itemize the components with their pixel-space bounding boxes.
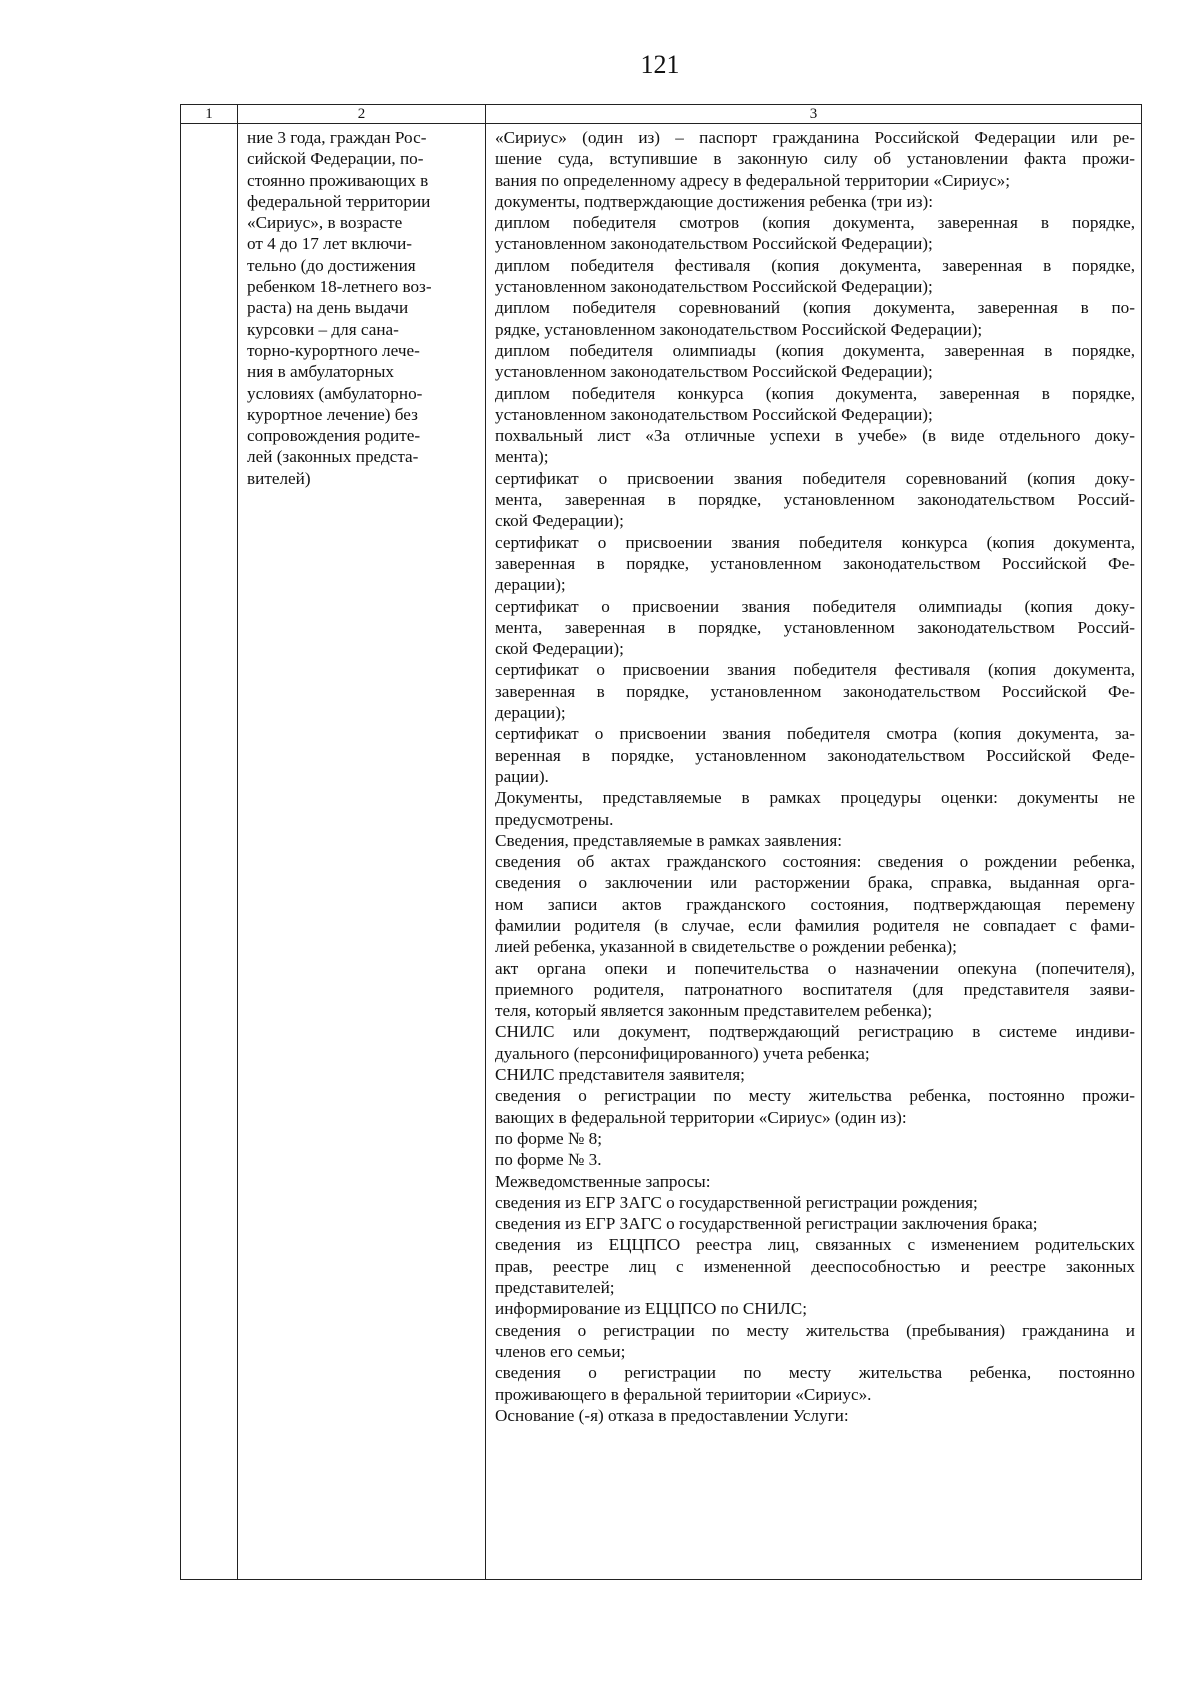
category-description: ние 3 года, граждан Рос- сийской Федерации, по- стоянно проживающих в федеральной территории «Сириус», в возрасте от 4 до 17 лет включи- тельно (до достижения ребенком 18-летнего воз- раста) на день выдачи курсовки – для сана- торно-курортного лече- ния в амбулаторных условиях (амбулаторно- курортное лечение) без сопровождения родите- лей (законных предста- вителей) <box>247 128 432 488</box>
document-line: по форме № 8; <box>495 1128 603 1148</box>
document-line: Основание (-я) отказа в предоставлении Услуги: <box>495 1405 849 1425</box>
document-line: мента, заверенная в порядке, установленном законодательством Россий- <box>495 490 1135 510</box>
document-line: установленном законодательством Российской Федерации); <box>495 234 933 254</box>
document-line: установленном законодательством Российской Федерации); <box>495 362 933 382</box>
document-line: дуального (персонифицированного) учета ребенка; <box>495 1043 870 1063</box>
document-line: сертификат о присвоении звания победителя конкурса (копия документа, <box>495 532 1135 552</box>
document-line: Межведомственные запросы: <box>495 1171 711 1191</box>
document-line: членов его семьи; <box>495 1341 626 1361</box>
document-line: мента); <box>495 447 549 467</box>
document-line: заверенная в порядке, установленном законодательством Российской Фе- <box>495 681 1135 701</box>
document-line: информирование из ЕЦЦПСО по СНИЛС; <box>495 1299 808 1319</box>
column-header-2: 2 <box>238 105 486 124</box>
document-line: проживающего в феральной териитории «Сириус». <box>495 1384 872 1404</box>
document-line: ской Федерации); <box>495 511 624 531</box>
document-line: диплом победителя соревнований (копия документа, заверенная в по- <box>495 298 1135 318</box>
document-line: приемного родителя, патронатного воспитателя (для представителя заяви- <box>495 979 1135 999</box>
document-line: Сведения, представляемые в рамках заявления: <box>495 830 843 850</box>
document-line: сертификат о присвоении звания победителя смотра (копия документа, за- <box>495 724 1135 744</box>
column-header-1: 1 <box>181 105 238 124</box>
document-line: сертификат о присвоении звания победителя соревнований (копия доку- <box>495 468 1135 488</box>
document-line: по форме № 3. <box>495 1150 602 1170</box>
table-row <box>181 124 1142 1580</box>
document-line: фамилии родителя (в случае, если фамилия родителя не совпадает с фами- <box>495 915 1135 935</box>
document-line: вания по определенному адресу в федеральной территории «Сириус»; <box>495 170 1011 190</box>
page-number: 121 <box>640 50 680 79</box>
document-line: рации). <box>495 766 549 786</box>
document-line: установленном законодательством Российской Федерации); <box>495 404 933 424</box>
document-line: похвальный лист «За отличные успехи в учебе» (в виде отдельного доку- <box>495 426 1135 446</box>
document-line: веренная в порядке, установленном законодательством Российской Феде- <box>495 745 1135 765</box>
document-line: мента, заверенная в порядке, установленном законодательством Россий- <box>495 617 1135 637</box>
column-header-3: 3 <box>486 105 1142 124</box>
document-line: теля, который является законным представителем ребенка); <box>495 1001 933 1021</box>
document-line: вающих в федеральной территории «Сириус» (один из): <box>495 1107 907 1127</box>
document-line: дерации); <box>495 703 566 723</box>
document-line: установленном законодательством Российской Федерации); <box>495 277 933 297</box>
document-line: предусмотрены. <box>495 809 614 829</box>
document-line: ской Федерации); <box>495 639 624 659</box>
cell-column-1 <box>181 124 238 1580</box>
document-line: заверенная в порядке, установленном законодательством Российской Фе- <box>495 553 1135 573</box>
document-line: сведения из ЕГР ЗАГС о государственной регистрации заключения брака; <box>495 1214 1038 1234</box>
document-line: представителей; <box>495 1278 615 1298</box>
document-line: диплом победителя олимпиады (копия документа, заверенная в порядке, <box>495 340 1135 360</box>
document-line: Документы, представляемые в рамках процедуры оценки: документы не <box>495 788 1135 808</box>
document-line: сведения из ЕЦЦПСО реестра лиц, связанных с изменением родительских <box>495 1235 1135 1255</box>
document-line: лией ребенка, указанной в свидетельстве о рождении ребенка); <box>495 937 957 957</box>
document-line: сертификат о присвоении звания победителя фестиваля (копия документа, <box>495 660 1135 680</box>
document-line: сведения об актах гражданского состояния: сведения о рождении ребенка, <box>495 852 1135 872</box>
document-line: дерации); <box>495 575 566 595</box>
document-line: сведения о регистрации по месту жительства (пребывания) гражданина и <box>495 1320 1135 1340</box>
document-line: СНИЛС представителя заявителя; <box>495 1065 745 1085</box>
cell-column-3 <box>486 124 1142 1580</box>
document-line: сведения о регистрации по месту жительства ребенка, постоянно <box>495 1363 1135 1383</box>
document-line: документы, подтверждающие достижения ребенка (три из): <box>495 191 933 211</box>
document-table <box>180 104 1142 1580</box>
cell-column-2 <box>238 124 486 1580</box>
document-line: диплом победителя конкурса (копия документа, заверенная в порядке, <box>495 383 1135 403</box>
document-line: СНИЛС или документ, подтверждающий регистрацию в системе индиви- <box>495 1022 1135 1042</box>
document-line: сведения о заключении или расторжении брака, справка, выданная орга- <box>495 873 1135 893</box>
document-line: акт органа опеки и попечительства о назначении опекуна (попечителя), <box>495 958 1135 978</box>
document-line: прав, реестре лиц с измененной дееспособностью и реестре законных <box>495 1256 1135 1276</box>
document-line: сведения о регистрации по месту жительства ребенка, постоянно прожи- <box>495 1086 1135 1106</box>
documents-list <box>486 124 1141 1430</box>
document-line: сведения из ЕГР ЗАГС о государственной регистрации рождения; <box>495 1192 978 1212</box>
document-line: диплом победителя смотров (копия документа, заверенная в порядке, <box>495 213 1135 233</box>
table-header-row <box>181 105 1142 124</box>
document-line: диплом победителя фестиваля (копия документа, заверенная в порядке, <box>495 255 1135 275</box>
document-line: ном записи актов гражданского состояния, подтверждающая перемену <box>495 894 1135 914</box>
document-line: рядке, установленном законодательством Российской Федерации); <box>495 319 983 339</box>
document-line: шение суда, вступившие в законную силу об установлении факта прожи- <box>495 149 1135 169</box>
document-line: сертификат о присвоении звания победителя олимпиады (копия доку- <box>495 596 1135 616</box>
document-line: «Сириус» (один из) – паспорт гражданина Российской Федерации или ре- <box>495 128 1135 147</box>
